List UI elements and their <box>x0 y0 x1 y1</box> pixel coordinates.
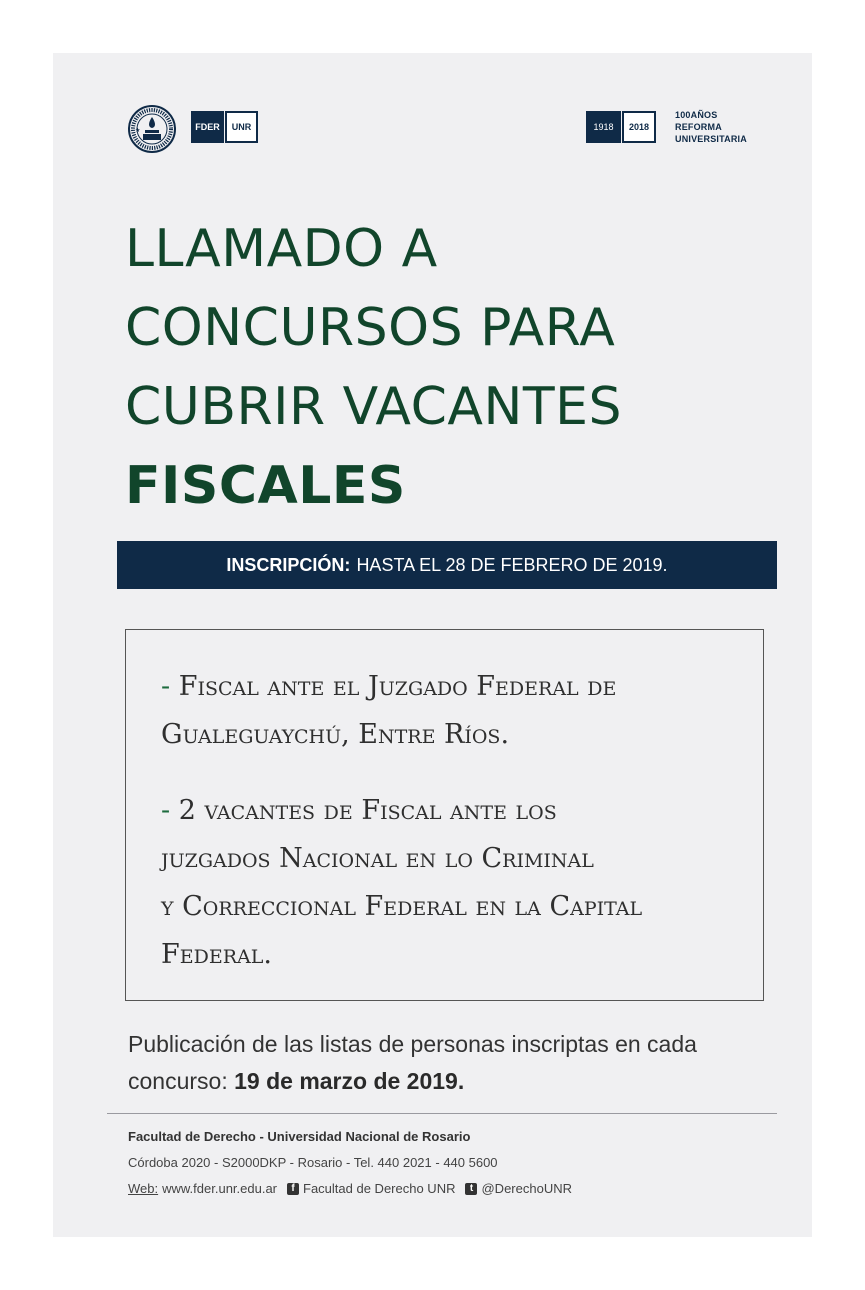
vacancy-1-dash: - <box>161 671 171 702</box>
fder-logo: FDER <box>191 111 224 143</box>
title-line-4: FISCALES <box>125 456 406 516</box>
vacancy-2-dash: - <box>161 795 171 826</box>
facebook-link[interactable]: Facultad de Derecho UNR <box>303 1181 456 1196</box>
facebook-icon: f <box>287 1183 299 1195</box>
vacancy-2-line-3: y Correccional Federal en la Capital <box>161 891 643 922</box>
vacancies-box <box>125 629 764 1001</box>
inscription-deadline: HASTA EL 28 DE FEBRERO DE 2019. <box>356 554 668 575</box>
unr-logo: UNR <box>225 111 258 143</box>
vacancy-2-line-4: Federal. <box>161 939 272 970</box>
centenary-line-1: 100AÑOS <box>675 110 718 120</box>
publication-text: Publicación de las listas de personas inscriptas en cada concurso: <box>128 1031 697 1094</box>
year-1918-badge: 1918 <box>586 111 621 143</box>
twitter-icon: t <box>465 1183 477 1195</box>
title-line-3: CUBRIR VACANTES <box>125 377 622 437</box>
footer-institution: Facultad de Derecho - Universidad Nacional de Rosario <box>128 1129 471 1144</box>
vacancy-1-line-1: Fiscal ante el Juzgado Federal de <box>178 671 617 702</box>
twitter-link[interactable]: @DerechoUNR <box>481 1181 572 1196</box>
centenary-label <box>675 109 747 145</box>
vacancy-item-2 <box>161 787 751 979</box>
year-2018-badge: 2018 <box>622 111 656 143</box>
vacancy-item-1 <box>161 663 616 759</box>
vacancy-1-line-2: Gualeguaychú, Entre Ríos. <box>161 719 510 750</box>
page-title <box>125 210 622 526</box>
vacancy-2-line-2: juzgados Nacional en lo Criminal <box>161 843 594 874</box>
centenary-line-2: REFORMA <box>675 122 722 132</box>
title-line-2: CONCURSOS PARA <box>125 298 616 358</box>
publication-date: 19 de marzo de 2019. <box>234 1068 465 1094</box>
web-label: Web: <box>128 1181 159 1196</box>
inscription-label: INSCRIPCIÓN: <box>226 554 351 575</box>
footer-divider <box>107 1113 777 1114</box>
footer-address: Córdoba 2020 - S2000DKP - Rosario - Tel. 440 2021 - 440 5600 <box>128 1155 498 1170</box>
footer-contacts <box>128 1181 572 1196</box>
vacancy-2-line-1: 2 vacantes de Fiscal ante los <box>178 795 557 826</box>
publication-notice <box>128 1026 768 1100</box>
title-line-1: LLAMADO A <box>125 219 438 279</box>
university-seal-icon <box>127 104 177 154</box>
centenary-line-3: UNIVERSITARIA <box>675 134 747 144</box>
web-link[interactable]: www.fder.unr.edu.ar <box>162 1181 278 1196</box>
inscription-banner <box>117 541 777 589</box>
svg-text:★: ★ <box>135 128 141 134</box>
